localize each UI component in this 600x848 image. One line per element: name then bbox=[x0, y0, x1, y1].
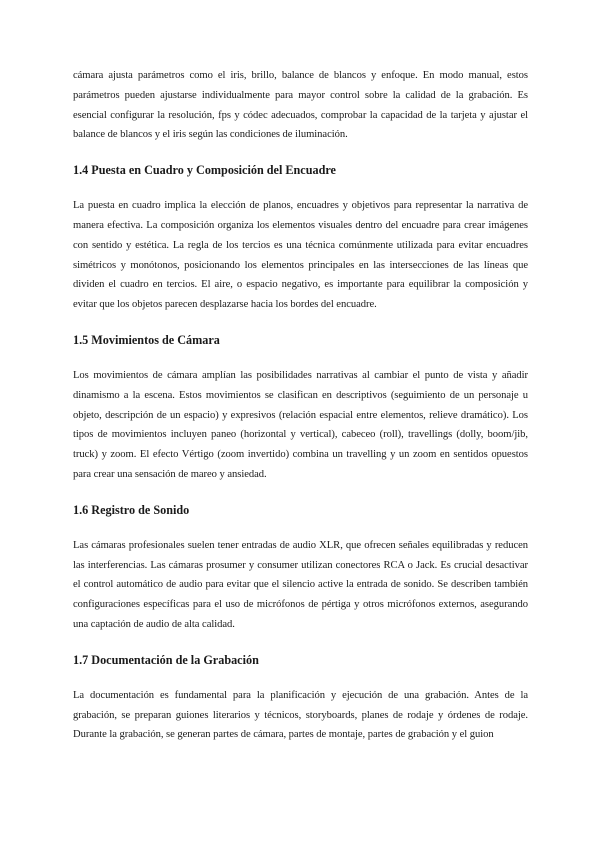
paragraph-camera-settings: cámara ajusta parámetros como el iris, brillo, balance de blancos y enfoque. En modo manual, estos parámetros pueden ajustarse individualmente para mayor control sobre la calidad de la grabación. Es esencial configurar la resolución, fps y códec adecuados, comprobar la capacidad de la tarjeta y ajustar el balance de blancos y el iris según las condiciones de iluminación. bbox=[73, 70, 528, 141]
paragraph-sound-recording: Las cámaras profesionales suelen tener entradas de audio XLR, que ofrecen señales equilibradas y reducen las interferencias. Las cámaras prosumer y consumer utilizan conectores RCA o Jack. Es crucial desactivar el control automático de audio para evitar que el silencio active la entrada de sonido. Se describen también configuraciones específicas para el uso de micrófonos de pértiga y otros micrófonos externos, asegurando una captación de audio de alta calidad. bbox=[73, 539, 528, 630]
heading-section-1-4: 1.4 Puesta en Cuadro y Composición del Encuadre bbox=[73, 163, 336, 178]
page-content bbox=[73, 66, 528, 745]
heading-section-1-5: 1.5 Movimientos de Cámara bbox=[73, 332, 220, 347]
heading-section-1-7: 1.7 Documentación de la Grabación bbox=[73, 652, 259, 667]
heading-section-1-6: 1.6 Registro de Sonido bbox=[73, 502, 190, 517]
paragraph-composition: La puesta en cuadro implica la elección de planos, encuadres y objetivos para representar la narrativa de manera efectiva. La composición organiza los elementos visuales dentro del encuadre para crear imágenes con sentido y estética. La regla de los tercios es una técnica comúnmente utilizada para evitar encuadres simétricos y monótonos, posicionando los elementos principales en las intersecciones de las líneas que dividen el cuadro en tercios. El aire, o espacio negativo, es importante para equilibrar la composición y evitar que los objetos parecen desplazarse hacia los bordes del encuadre. bbox=[73, 200, 528, 311]
paragraph-camera-movements: Los movimientos de cámara amplían las posibilidades narrativas al cambiar el punto de vista y añadir dinamismo a la escena. Estos movimientos se clasifican en descriptivos (seguimiento de un personaje u objeto, descripción de un espacio) y expresivos (relación espacial entre elementos, relieve dramático). Los tipos de movimientos incluyen paneo (horizontal y vertical), cabeceo (roll), travellings (dolly, boom/jib, truck) y zoom. El efecto Vértigo (zoom invertido) combina un travelling y un zoom en sentidos opuestos para crear una sensación de mareo y ansiedad. bbox=[73, 369, 528, 480]
paragraph-documentation: La documentación es fundamental para la planificación y ejecución de una grabación. Antes de la grabación, se preparan guiones literarios y técnicos, storyboards, planes de rodaje y órdenes de rodaje. Durante la grabación, se generan partes de cámara, partes de montaje, partes de grabación y el guion bbox=[73, 689, 528, 741]
